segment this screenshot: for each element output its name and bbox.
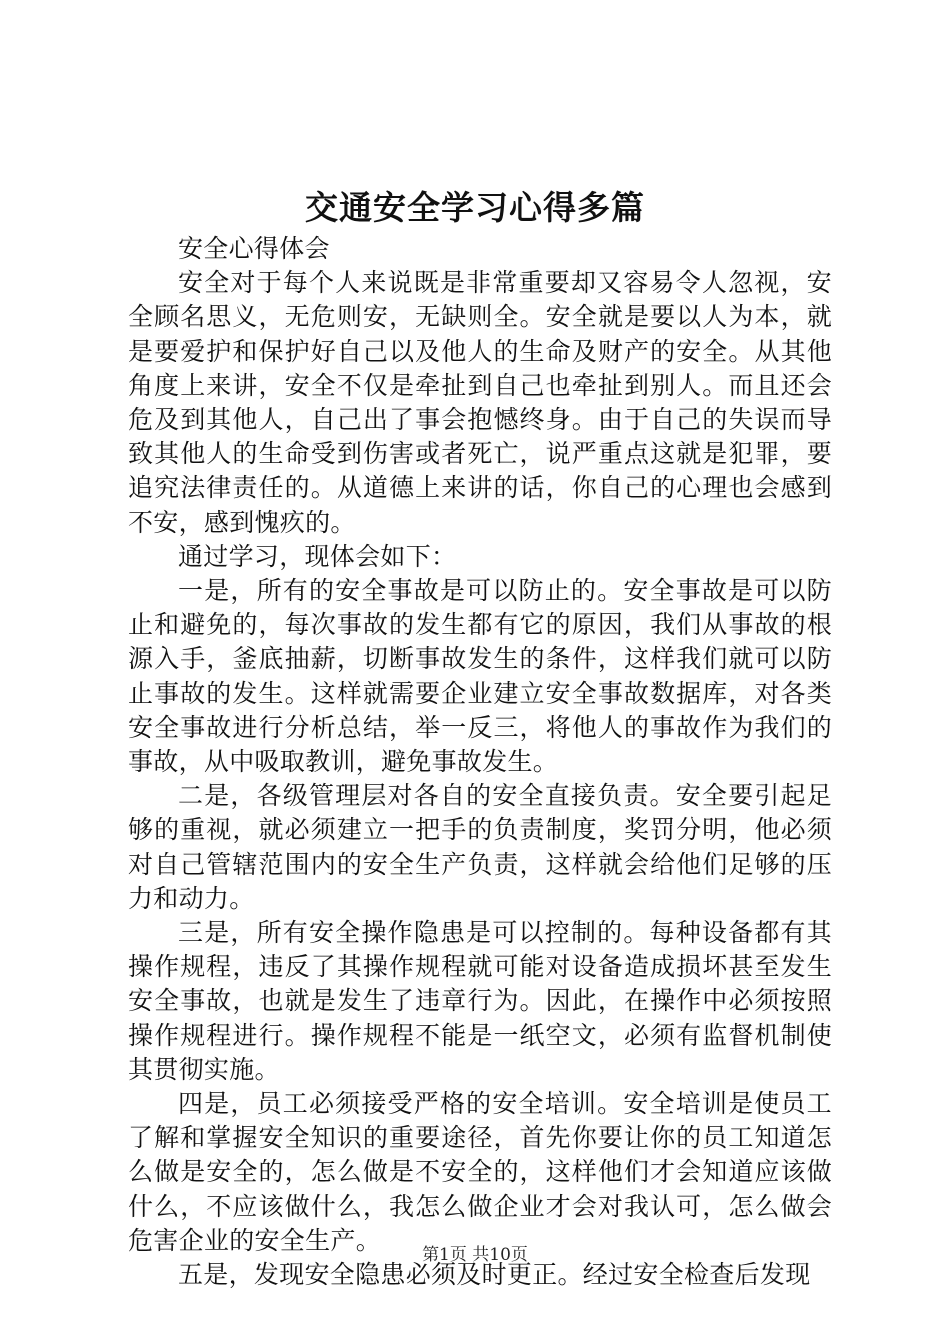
paragraph: 二是，各级管理层对各自的安全直接负责。安全要引起足够的重视，就必须建立一把手的负责制度，奖罚分明，他必须对自己管辖范围内的安全生产负责，这样就会给他们足够的压力和动力。 — [128, 781, 832, 913]
page-number-footer: 第1页 共10页 — [422, 1245, 528, 1265]
document-title: 交通安全学习心得多篇 — [305, 188, 645, 227]
paragraph: 一是，所有的安全事故是可以防止的。安全事故是可以防止和避免的，每次事故的发生都有它的原因，我们从事故的根源入手，釜底抽薪，切断事故发生的条件，这样我们就可以防止事故的发生。这样就需要企业建立安全事故数据库，对各类安全事故进行分析总结，举一反三，将他人的事故作为我们的事故，从中吸取教训，避免事故发生。 — [128, 576, 832, 777]
document-body — [128, 232, 832, 1292]
paragraph: 通过学习，现体会如下： — [178, 541, 457, 571]
paragraph: 五是，发现安全隐患必须及时更正。经过安全检查后发现 — [178, 1260, 811, 1290]
paragraph: 四是，员工必须接受严格的安全培训。安全培训是使员工了解和掌握安全知识的重要途径，首先你要让你的员工知道怎么做是安全的，怎么做是不安全的，这样他们才会知道应该做什么，不应该做什么，我怎么做企业才会对我认可，怎么做会危害企业的安全生产。 — [128, 1089, 832, 1255]
paragraph-heading: 安全心得体会 — [178, 234, 330, 263]
paragraph: 安全对于每个人来说既是非常重要却又容易令人忽视，安全顾名思义，无危则安，无缺则全。安全就是要以人为本，就是要爱护和保护好自己以及他人的生命及财产的安全。从其他角度上来讲，安全不仅是牵扯到自己也牵扯到别人。而且还会危及到其他人，自己出了事会抱憾终身。由于自己的失误而导致其他人的生命受到伤害或者死亡，说严重点这就是犯罪，要追究法律责任的。从道德上来讲的话，你自己的心理也会感到不安，感到愧疚的。 — [128, 268, 832, 537]
paragraph: 三是，所有安全操作隐患是可以控制的。每种设备都有其操作规程，违反了其操作规程就可能对设备造成损坏甚至发生安全事故，也就是发生了违章行为。因此，在操作中必须按照操作规程进行。操作规程不能是一纸空文，必须有监督机制使其贯彻实施。 — [128, 918, 832, 1084]
